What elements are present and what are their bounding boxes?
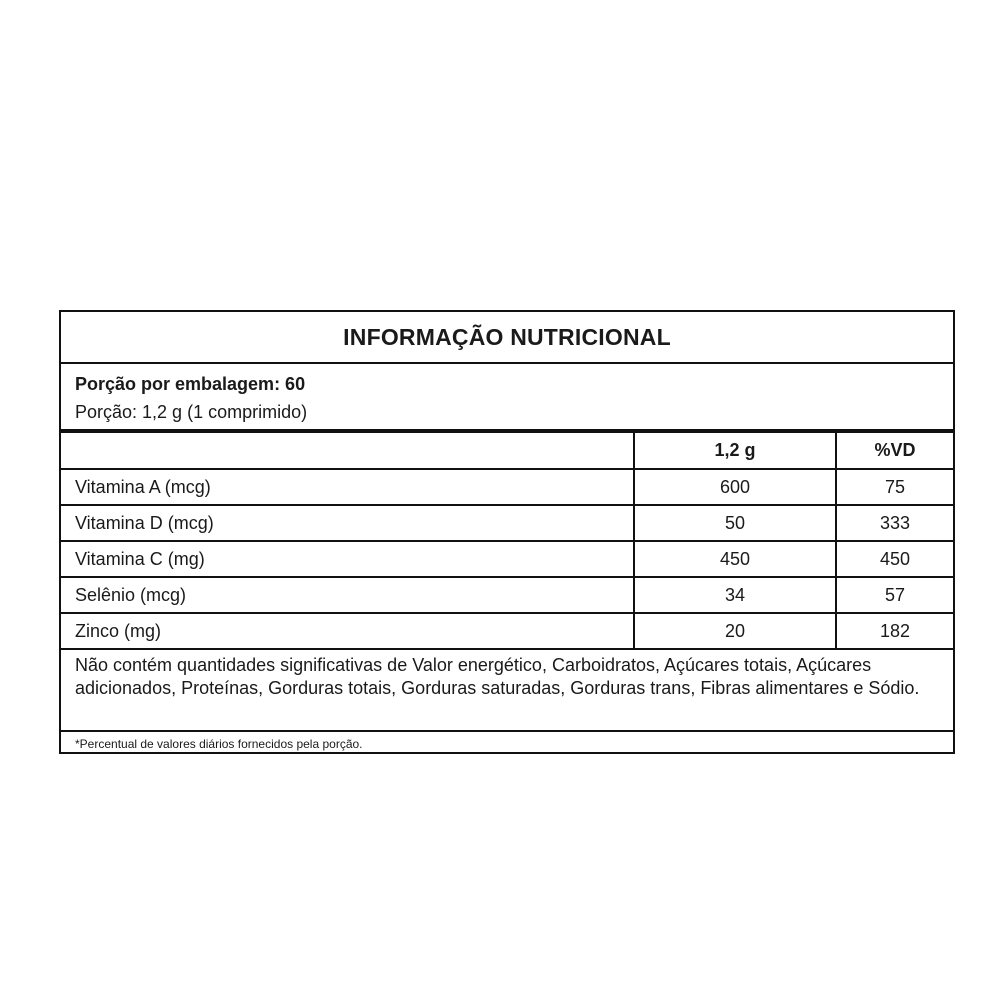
not-significant-note: Não contém quantidades significativas de Valor energético, Carboidratos, Açúcares totais, Açúcares adicionados, Proteínas, Gorduras totais, Gorduras saturadas, Gorduras trans, Fibras alimentares e Sódio.	[61, 650, 953, 732]
table-row	[61, 469, 953, 505]
nutrient-name: Vitamina A (mcg)	[61, 469, 634, 505]
nutrient-quantity: 20	[634, 613, 836, 649]
nutrient-vd: 75	[836, 469, 953, 505]
table-row	[61, 505, 953, 541]
nutrient-vd: 450	[836, 541, 953, 577]
nutrient-quantity: 600	[634, 469, 836, 505]
column-header-quantity: 1,2 g	[634, 433, 836, 469]
footnote: *Percentual de valores diários fornecidos pela porção.	[75, 737, 363, 751]
table-row	[61, 577, 953, 613]
nutrient-vd: 57	[836, 577, 953, 613]
nutrient-quantity: 450	[634, 541, 836, 577]
nutrient-quantity: 34	[634, 577, 836, 613]
nutrient-vd: 333	[836, 505, 953, 541]
column-header-nutrient	[61, 433, 634, 469]
nutrient-table	[61, 433, 953, 650]
table-row	[61, 613, 953, 649]
portion-size: Porção: 1,2 g (1 comprimido)	[75, 402, 308, 422]
table-header-row	[61, 433, 953, 469]
nutrient-name: Zinco (mg)	[61, 613, 634, 649]
nutrient-name: Vitamina C (mg)	[61, 541, 634, 577]
column-header-vd: %VD	[836, 433, 953, 469]
nutrient-quantity: 50	[634, 505, 836, 541]
nutrient-vd: 182	[836, 613, 953, 649]
table-row	[61, 541, 953, 577]
label-title: INFORMAÇÃO NUTRICIONAL	[61, 312, 953, 364]
nutrition-label	[59, 310, 955, 754]
nutrient-name: Vitamina D (mcg)	[61, 505, 634, 541]
portions-per-package: Porção por embalagem: 60	[75, 374, 306, 394]
portion-info	[61, 364, 953, 433]
nutrient-name: Selênio (mcg)	[61, 577, 634, 613]
